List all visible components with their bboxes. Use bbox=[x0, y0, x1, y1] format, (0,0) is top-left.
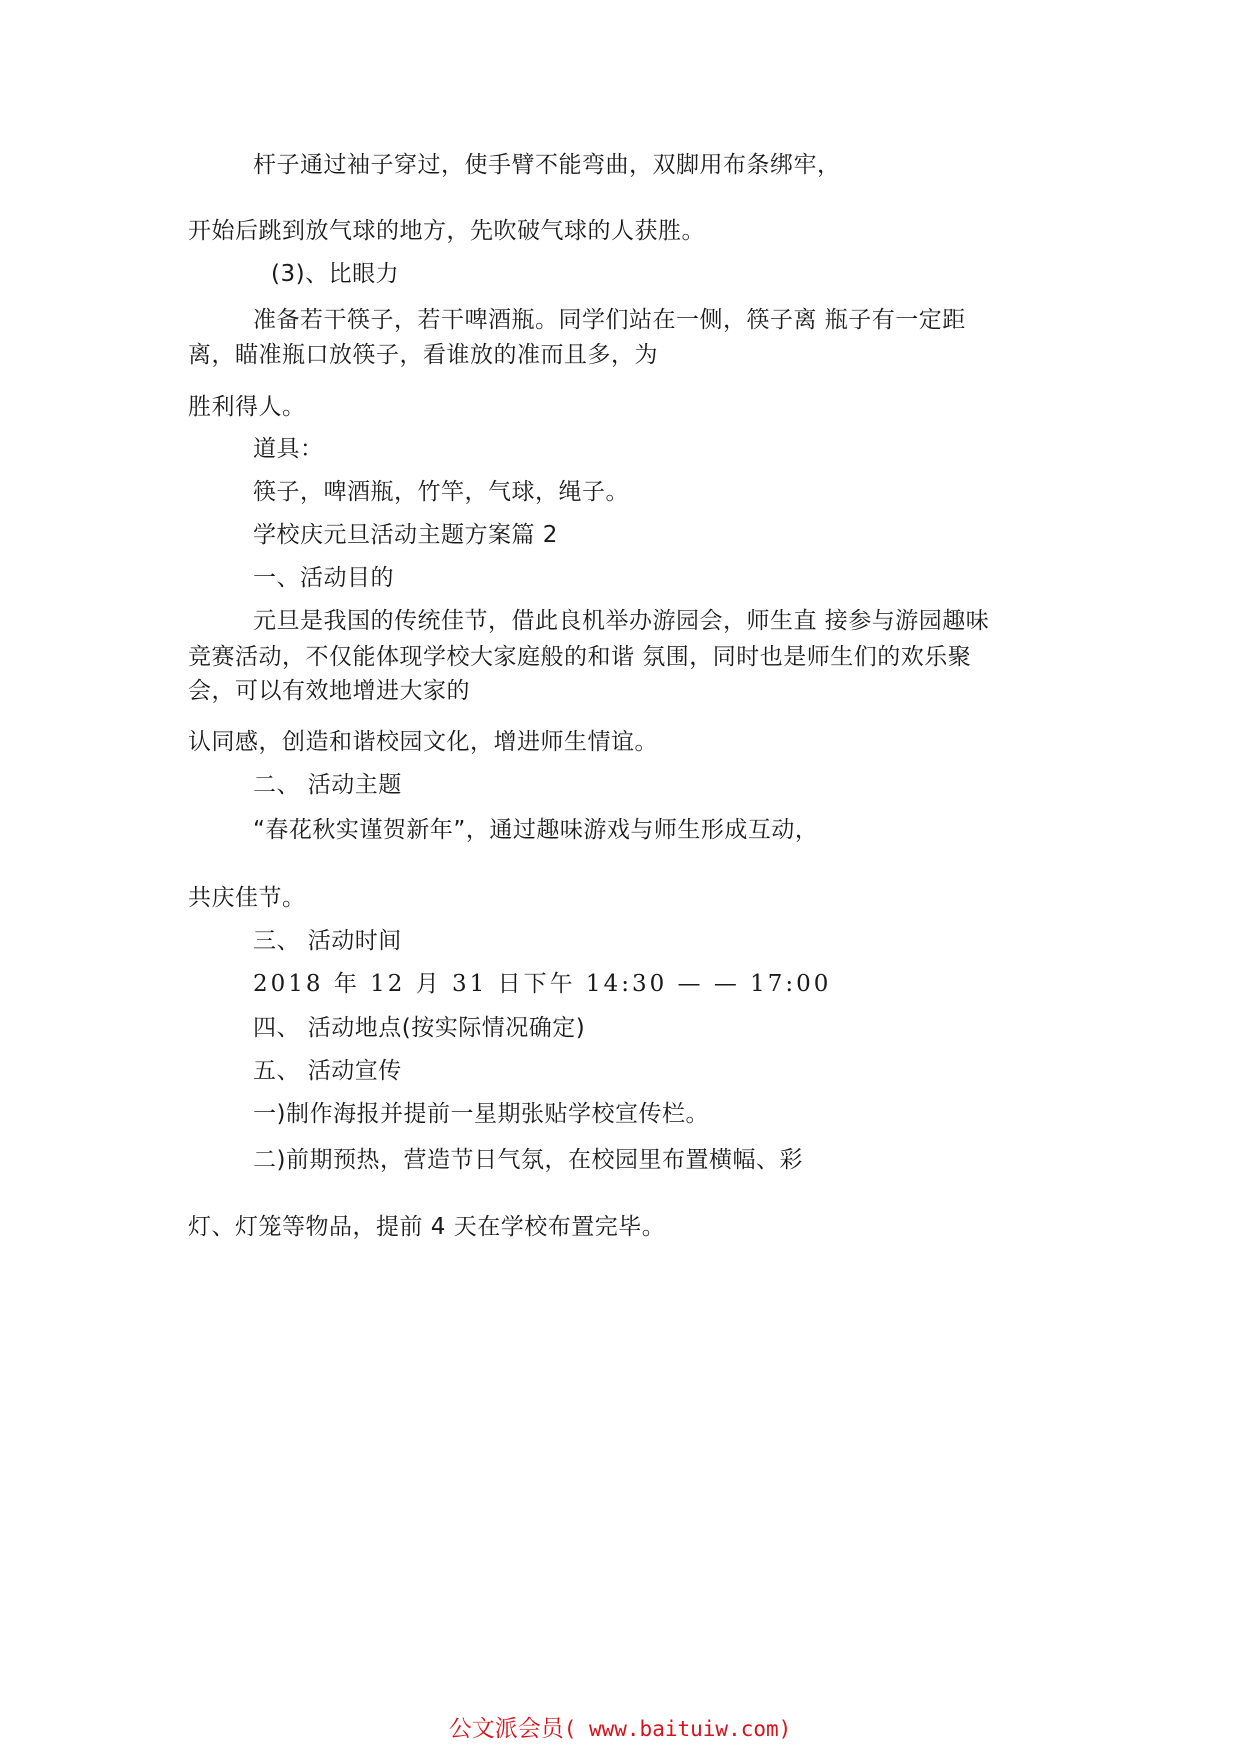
section-heading: 三、 活动时间 bbox=[253, 928, 402, 954]
section-heading: 五、 活动宣传 bbox=[253, 1058, 402, 1084]
paragraph-line: 认同感，创造和谐校园文化，增进师生情谊。 bbox=[188, 729, 658, 755]
section-heading: 二、 活动主题 bbox=[253, 772, 402, 798]
paragraph-line: 胜利得人。 bbox=[188, 394, 306, 420]
section-heading: (3)、比眼力 bbox=[271, 261, 400, 287]
section-heading: 四、 活动地点(按实际情况确定) bbox=[253, 1015, 586, 1041]
document-subtitle: 学校庆元旦活动主题方案篇 2 bbox=[253, 522, 558, 548]
footer-url[interactable]: ( www.baituiw.com) bbox=[563, 1717, 792, 1741]
paragraph-line: 元旦是我国的传统佳节，借此良机举办游园会，师生直 接参与游园趣味 bbox=[253, 608, 990, 634]
paragraph-line: 准备若干筷子，若干啤酒瓶。同学们站在一侧，筷子离 瓶子有一定距 bbox=[253, 307, 966, 333]
paragraph-line: 道具： bbox=[253, 436, 324, 462]
paragraph-line: 一)制作海报并提前一星期张贴学校宣传栏。 bbox=[253, 1101, 709, 1127]
paragraph-line: 筷子，啤酒瓶，竹竿，气球，绳子。 bbox=[253, 479, 629, 505]
event-time: 2018 年 12 月 31 日下午 14:30 — — 17:00 bbox=[253, 971, 832, 997]
paragraph-line: 二)前期预热，营造节日气氛，在校园里布置横幅、彩 bbox=[253, 1147, 803, 1173]
paragraph-line: 共庆佳节。 bbox=[188, 885, 306, 911]
paragraph-line: 会，可以有效地增进大家的 bbox=[188, 678, 470, 704]
paragraph-line: “春花秋实谨贺新年”，通过趣味游戏与师生形成互动， bbox=[253, 817, 819, 843]
footer-brand: 公文派会员 bbox=[448, 1716, 564, 1742]
section-heading: 一、活动目的 bbox=[253, 565, 394, 591]
paragraph-line: 离，瞄准瓶口放筷子，看谁放的准而且多，为 bbox=[188, 342, 658, 368]
footer-watermark bbox=[0, 1714, 1240, 1744]
paragraph-line: 杆子通过袖子穿过，使手臂不能弯曲，双脚用布条绑牢， bbox=[253, 152, 841, 178]
paragraph-line: 灯、灯笼等物品，提前 4 天在学校布置完毕。 bbox=[188, 1214, 666, 1240]
paragraph-line: 开始后跳到放气球的地方，先吹破气球的人获胜。 bbox=[188, 218, 705, 244]
paragraph-line: 竞赛活动，不仅能体现学校大家庭般的和谐 氛围，同时也是师生们的欢乐聚 bbox=[188, 644, 972, 670]
